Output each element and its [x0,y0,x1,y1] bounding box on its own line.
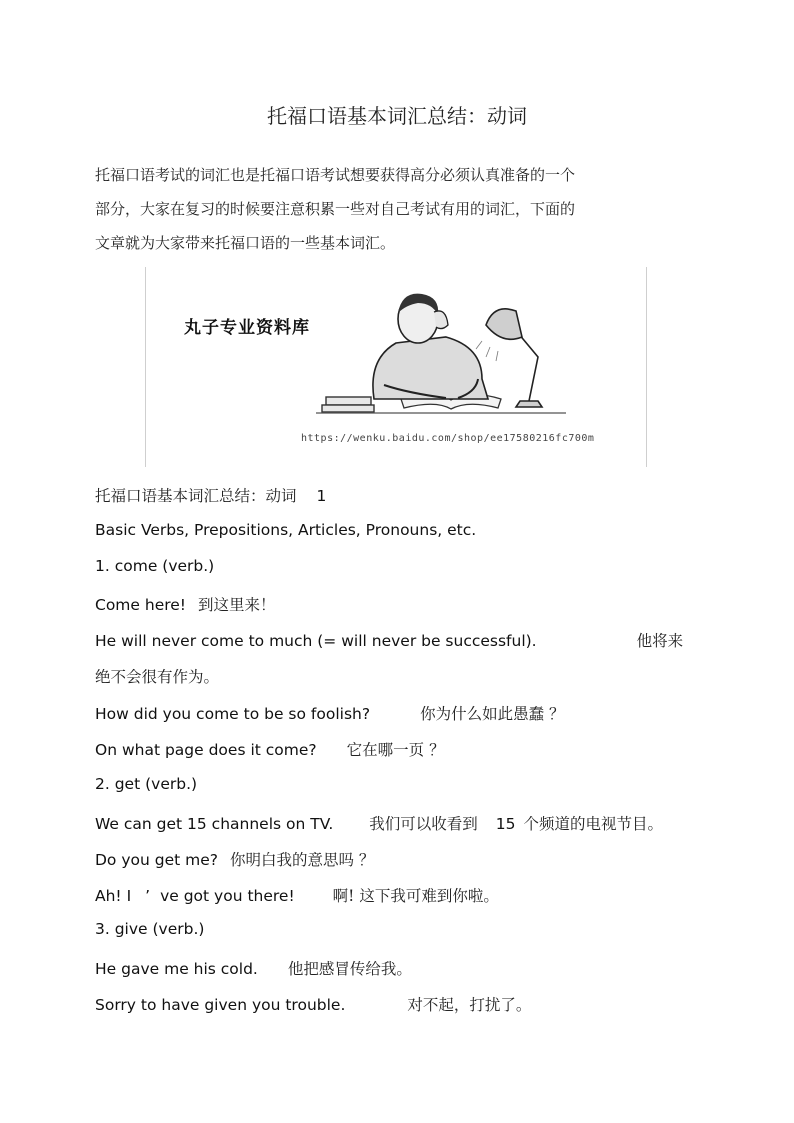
example-chinese: 到这里来！ [198,596,276,614]
example-english: Ah! I [95,887,132,905]
example-chinese: 他将来 [636,632,684,650]
example-chinese: 我们可以收看到 [369,815,478,833]
section-heading-text: 托福口语基本词汇总结：动词 [95,487,297,505]
example-chinese: 啊! 这下我可难到你啦。 [332,887,499,905]
example-english: He will never come to much (= will never be successful). [95,632,537,650]
example-english: ve got you there! [160,887,295,905]
example-number: 15 [495,815,516,833]
intro-line: 托福口语考试的词汇也是托福口语考试想要获得高分必须认真准备的一个 [95,166,576,184]
entry-heading-give: 3. give (verb.) [95,920,205,938]
illustration [145,267,647,467]
example-line [95,593,276,615]
example-english: Come here! [95,596,187,614]
example-chinese: 你明白我的意思吗 ？ [230,851,375,869]
example-line [95,884,499,906]
example-english: How did you come to be so foolish? [95,705,371,723]
intro-line: 部分，大家在复习的时候要注意积累一些对自己考试有用的词汇，下面的 [95,200,576,218]
example-chinese: 它在哪一页 ？ [346,741,445,759]
example-chinese-continued: 绝不会很有作为。 [95,668,220,686]
intro-paragraph [95,158,695,260]
apostrophe: ’ [145,887,151,905]
entry-heading-get: 2. get (verb.) [95,775,198,793]
example-chinese: 个频道的电视节目。 [523,815,664,833]
example-line [95,702,565,724]
example-line [95,812,663,834]
intro-line: 文章就为大家带来托福口语的一些基本词汇。 [95,234,396,252]
example-line [95,848,374,870]
example-english: He gave me his cold. [95,960,258,978]
section-heading [95,484,326,506]
example-line [95,957,412,979]
example-line [95,738,445,760]
watermark-text: 丸子专业资料库 [184,318,310,338]
image-url: https://wenku.baidu.com/shop/ee17580216fc700m [301,433,595,444]
example-line [95,993,531,1015]
example-english: On what page does it come? [95,741,317,759]
example-english: We can get 15 channels on TV. [95,815,334,833]
example-chinese: 他把感冒传给我。 [287,960,412,978]
example-english: Do you get me? [95,851,218,869]
page-title: 托福口语基本词汇总结：动词 [267,104,527,128]
entry-heading-come: 1. come (verb.) [95,557,215,575]
section-number: 1 [316,487,327,505]
example-chinese: 对不起，打扰了。 [407,996,532,1014]
section-subtitle: Basic Verbs, Prepositions, Articles, Pronouns, etc. [95,521,477,539]
example-chinese: 你为什么如此愚蠢 ？ [420,705,565,723]
example-line [95,629,683,651]
example-english: Sorry to have given you trouble. [95,996,346,1014]
